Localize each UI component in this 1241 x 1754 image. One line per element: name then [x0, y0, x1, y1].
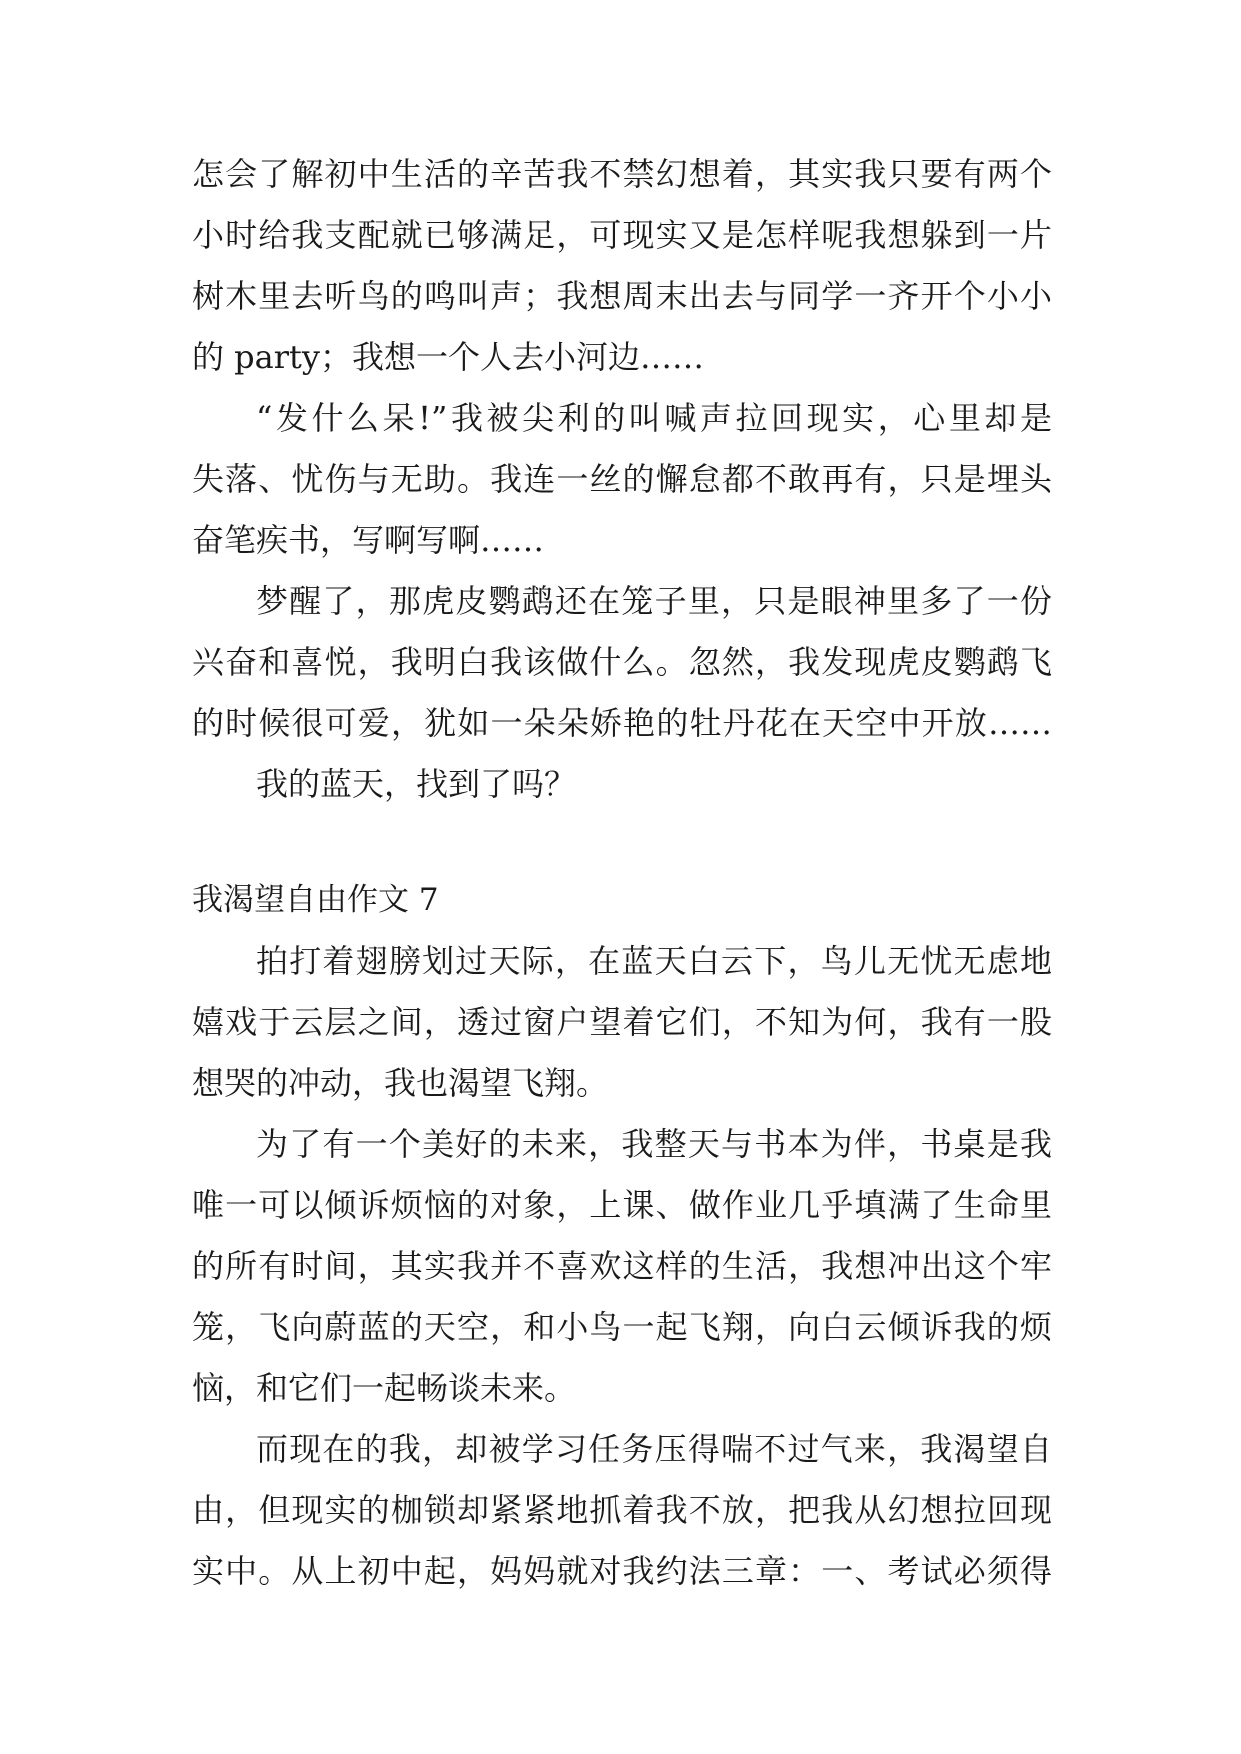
- text-line: 小时给我支配就已够满足，可现实又是怎样呢我想躲到一片: [192, 216, 1052, 254]
- text-line: “发什么呆!”我被尖利的叫喊声拉回现实，心里却是: [256, 399, 1052, 437]
- text-line: 唯一可以倾诉烦恼的对象，上课、做作业几乎填满了生命里: [192, 1186, 1052, 1224]
- text-line: 想哭的冲动，我也渴望飞翔。: [192, 1064, 609, 1102]
- text-line: 为了有一个美好的未来，我整天与书本为伴，书桌是我: [256, 1125, 1052, 1163]
- text-line: 笼，飞向蔚蓝的天空，和小鸟一起飞翔，向白云倾诉我的烦: [192, 1308, 1052, 1346]
- text-line: 的 party；我想一个人去小河边……: [192, 338, 704, 376]
- essay-title: 我渴望自由作文 7: [192, 882, 439, 918]
- text-line: 梦醒了，那虎皮鹦鹉还在笼子里，只是眼神里多了一份: [256, 582, 1052, 620]
- text-line: 兴奋和喜悦，我明白我该做什么。忽然，我发现虎皮鹦鹉飞: [192, 643, 1052, 681]
- text-line: 树木里去听鸟的鸣叫声；我想周末出去与同学一齐开个小小: [192, 277, 1052, 315]
- text-line: 的时候很可爱，犹如一朵朵娇艳的牡丹花在天空中开放……: [192, 704, 1052, 742]
- text-line: 的所有时间，其实我并不喜欢这样的生活，我想冲出这个牢: [192, 1247, 1052, 1285]
- text-line: 而现在的我，却被学习任务压得喘不过气来，我渴望自: [256, 1430, 1052, 1468]
- text-line: 由，但现实的枷锁却紧紧地抓着我不放，把我从幻想拉回现: [192, 1491, 1052, 1529]
- text-line: 怎会了解初中生活的辛苦我不禁幻想着，其实我只要有两个: [192, 155, 1052, 193]
- text-line: 拍打着翅膀划过天际，在蓝天白云下，鸟儿无忧无虑地: [256, 942, 1052, 980]
- text-line: 实中。从上初中起，妈妈就对我约法三章：一、考试必须得: [192, 1552, 1052, 1590]
- text-line: 奋笔疾书，写啊写啊……: [192, 521, 545, 559]
- text-line: 失落、忧伤与无助。我连一丝的懈怠都不敢再有，只是埋头: [192, 460, 1052, 498]
- text-line: 嬉戏于云层之间，透过窗户望着它们，不知为何，我有一股: [192, 1003, 1052, 1041]
- text-line: 恼，和它们一起畅谈未来。: [192, 1369, 577, 1407]
- text-line: 我的蓝天，找到了吗？: [256, 765, 577, 803]
